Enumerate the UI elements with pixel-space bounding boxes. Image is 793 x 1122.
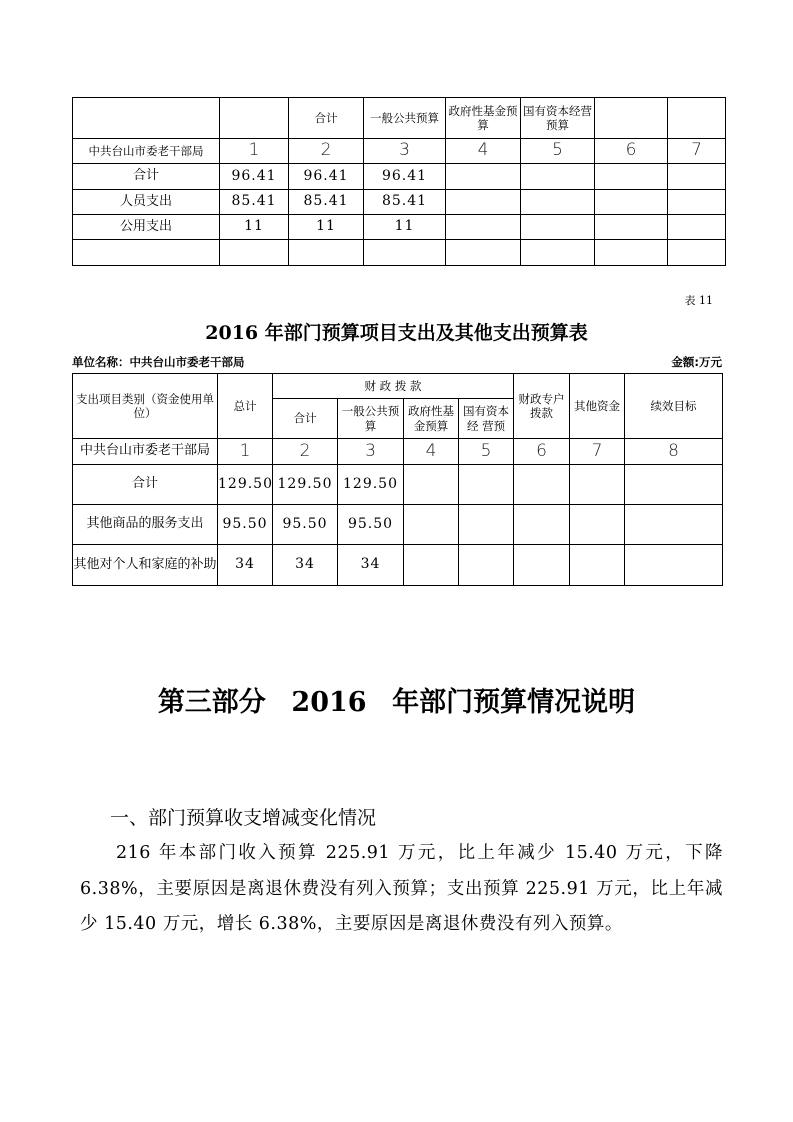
unit-name: 单位名称：中共台山市委老干部局 [72, 355, 245, 369]
value-cell [446, 164, 521, 190]
value-cell [625, 505, 723, 545]
header-other: 其他资金 [570, 374, 625, 439]
row-label: 合计 [73, 465, 218, 505]
index-cell: 3 [338, 439, 404, 465]
table-row [73, 465, 723, 505]
value-cell [668, 164, 726, 190]
value-cell [514, 545, 570, 586]
table-row [73, 240, 726, 266]
index-cell: 6 [595, 139, 668, 164]
value-cell [570, 505, 625, 545]
value-cell [521, 190, 595, 215]
project-expense-table [72, 373, 723, 586]
value-cell [404, 545, 459, 586]
value-cell: 85.41 [364, 190, 446, 215]
row-label: 其他商品的服务支出 [73, 505, 218, 545]
value-cell: 34 [338, 545, 404, 586]
value-cell [595, 215, 668, 240]
header-cell: 国有资本经营预算 [521, 98, 595, 139]
index-cell: 2 [289, 139, 364, 164]
value-cell [364, 240, 446, 266]
table-row [73, 164, 726, 190]
value-cell [595, 164, 668, 190]
value-cell [668, 190, 726, 215]
subheader-cell: 合计 [273, 399, 338, 439]
subheader-cell: 国有资本经 营预 [459, 399, 514, 439]
index-cell: 7 [570, 439, 625, 465]
index-cell: 5 [459, 439, 514, 465]
value-cell: 85.41 [289, 190, 364, 215]
value-cell [514, 505, 570, 545]
budget-table-1 [72, 97, 726, 266]
value-cell [625, 545, 723, 586]
row-label: 中共台山市委老干部局 [73, 139, 220, 164]
amount-unit: 金额:万元 [671, 355, 722, 369]
table-header-row [73, 98, 726, 139]
index-cell: 4 [446, 139, 521, 164]
value-cell: 129.50 [273, 465, 338, 505]
value-cell [404, 465, 459, 505]
table-title: 2016 年部门预算项目支出及其他支出预算表 [205, 322, 588, 344]
value-cell [459, 465, 514, 505]
table-row [73, 215, 726, 240]
header-category: 支出项目类别（资金使用单 位） [73, 374, 218, 439]
index-cell: 4 [404, 439, 459, 465]
value-cell [595, 190, 668, 215]
value-cell [521, 215, 595, 240]
header-special: 财政专户拨款 [514, 374, 570, 439]
value-cell [289, 240, 364, 266]
value-cell [514, 465, 570, 505]
value-cell [446, 240, 521, 266]
value-cell [625, 465, 723, 505]
header-cell [220, 98, 289, 139]
value-cell: 96.41 [364, 164, 446, 190]
header-cell [73, 98, 220, 139]
section-title: 第三部分 2016 年部门预算情况说明 [157, 687, 636, 718]
value-cell [446, 190, 521, 215]
value-cell: 95.50 [273, 505, 338, 545]
index-cell: 2 [273, 439, 338, 465]
table-number: 表 11 [684, 294, 713, 307]
row-label [73, 240, 220, 266]
table-header-row [73, 374, 723, 399]
value-cell [521, 164, 595, 190]
subheader-cell: 一般公共预算 [338, 399, 404, 439]
row-label: 合计 [73, 164, 220, 190]
value-cell: 96.41 [220, 164, 289, 190]
index-cell: 6 [514, 439, 570, 465]
value-cell [570, 465, 625, 505]
value-cell [459, 505, 514, 545]
index-cell: 8 [625, 439, 723, 465]
value-cell [668, 215, 726, 240]
value-cell: 11 [364, 215, 446, 240]
header-fiscal: 财 政 拨 款 [273, 374, 514, 399]
header-total: 总计 [218, 374, 273, 439]
header-cell [668, 98, 726, 139]
row-label: 中共台山市委老干部局 [73, 439, 218, 465]
header-cell: 政府性基金预算 [446, 98, 521, 139]
index-cell: 7 [668, 139, 726, 164]
header-cell: 一般公共预算 [364, 98, 446, 139]
index-row [73, 139, 726, 164]
index-row [73, 439, 723, 465]
index-cell: 1 [220, 139, 289, 164]
value-cell [459, 545, 514, 586]
value-cell: 34 [218, 545, 273, 586]
value-cell [668, 240, 726, 266]
index-cell: 1 [218, 439, 273, 465]
row-label: 其他对个人和家庭的补助 [73, 545, 218, 586]
value-cell: 95.50 [218, 505, 273, 545]
value-cell [521, 240, 595, 266]
value-cell: 96.41 [289, 164, 364, 190]
header-cell: 合计 [289, 98, 364, 139]
value-cell: 34 [273, 545, 338, 586]
header-goal: 续效目标 [625, 374, 723, 439]
value-cell [404, 505, 459, 545]
sub-heading: 一、部门预算收支增减变化情况 [110, 807, 377, 829]
index-cell: 3 [364, 139, 446, 164]
value-cell: 95.50 [338, 505, 404, 545]
table-row [73, 505, 723, 545]
row-label: 公用支出 [73, 215, 220, 240]
value-cell [446, 215, 521, 240]
value-cell: 11 [289, 215, 364, 240]
value-cell [595, 240, 668, 266]
value-cell: 129.50 [218, 465, 273, 505]
value-cell [220, 240, 289, 266]
index-cell: 5 [521, 139, 595, 164]
body-paragraph: 216 年本部门收入预算 225.91 万元，比上年减少 15.40 万元，下降 6.38%，主要原因是离退休费没有列入预算；支出预算 225.91 万元，比上年减少 15.40 万元，增长 6.38%，主要原因是离退休费没有列入预算。 [80, 843, 723, 934]
value-cell: 11 [220, 215, 289, 240]
value-cell [570, 545, 625, 586]
table-row [73, 190, 726, 215]
table-row [73, 545, 723, 586]
subheader-cell: 政府性基金预算 [404, 399, 459, 439]
value-cell: 85.41 [220, 190, 289, 215]
row-label: 人员支出 [73, 190, 220, 215]
header-cell [595, 98, 668, 139]
value-cell: 129.50 [338, 465, 404, 505]
